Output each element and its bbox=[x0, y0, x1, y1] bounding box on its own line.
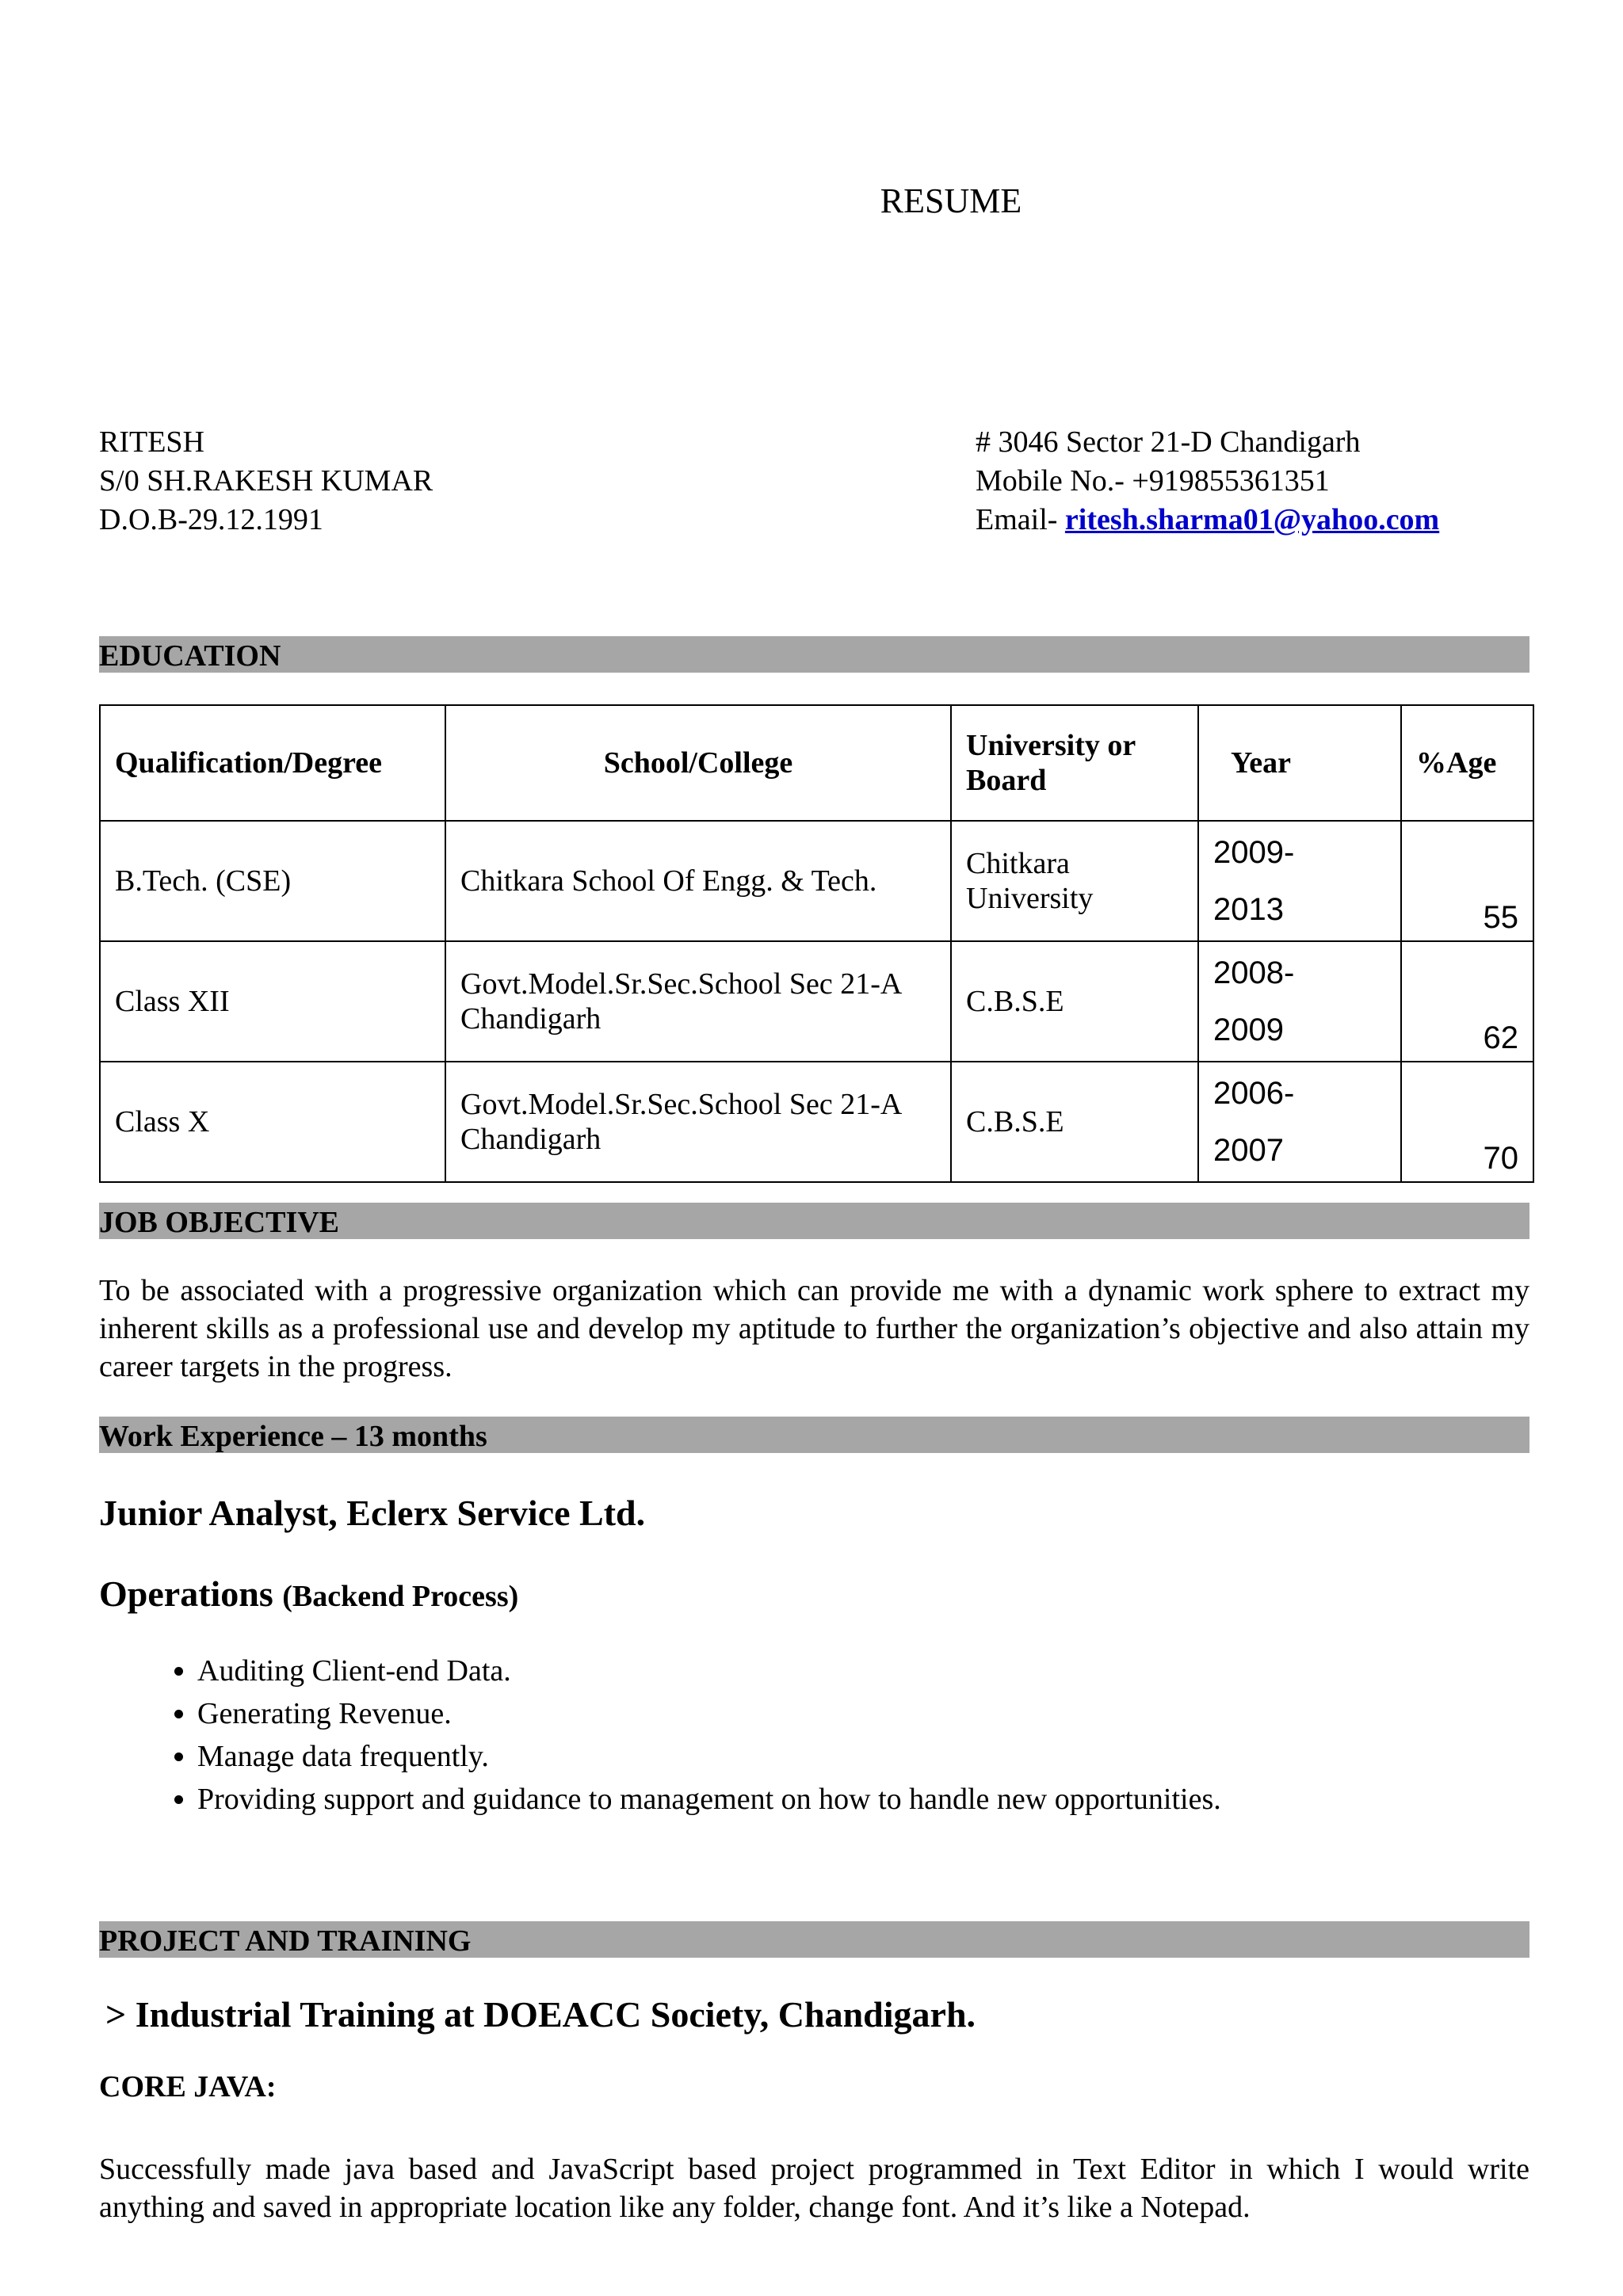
year-end: 2009 bbox=[1213, 1013, 1284, 1047]
header-qualification: Qualification/Degree bbox=[100, 705, 445, 821]
header-year: Year bbox=[1198, 705, 1401, 821]
date-of-birth: D.O.B-29.12.1991 bbox=[99, 503, 323, 536]
table-row bbox=[100, 941, 1533, 1062]
cell-board: C.B.S.E bbox=[951, 1062, 1198, 1182]
list-item: • Manage data frequently. bbox=[197, 1735, 1221, 1778]
contact-info bbox=[976, 423, 1439, 540]
objective-heading: JOB OBJECTIVE bbox=[99, 1203, 1529, 1239]
table-header-row bbox=[100, 705, 1533, 821]
page-title: RESUME bbox=[880, 181, 1022, 220]
cell-qualification: B.Tech. (CSE) bbox=[100, 821, 445, 941]
header-school: School/College bbox=[445, 705, 951, 821]
year-end: 2007 bbox=[1213, 1133, 1284, 1168]
cell-qualification: Class X bbox=[100, 1062, 445, 1182]
cell-board: Chitkara University bbox=[951, 821, 1198, 941]
cell-year bbox=[1198, 1062, 1401, 1182]
parent-name: S/0 SH.RAKESH KUMAR bbox=[99, 464, 433, 498]
cell-board: C.B.S.E bbox=[951, 941, 1198, 1062]
core-java-label: CORE JAVA: bbox=[99, 2070, 277, 2103]
list-item: • Providing support and guidance to management on how to handle new opportunities. bbox=[197, 1778, 1221, 1821]
cell-school: Govt.Model.Sr.Sec.School Sec 21-A Chandigarh bbox=[445, 1062, 951, 1182]
table-row bbox=[100, 821, 1533, 941]
department-name: Operations bbox=[99, 1573, 273, 1614]
cell-percent: 62 bbox=[1401, 941, 1533, 1062]
work-role: Junior Analyst, Eclerx Service Ltd. bbox=[99, 1493, 646, 1533]
work-heading: Work Experience – 13 months bbox=[99, 1417, 1529, 1453]
email-label: Email- bbox=[976, 503, 1065, 536]
header-board: University or Board bbox=[951, 705, 1198, 821]
year-start: 2008- bbox=[1213, 955, 1295, 990]
cell-school: Govt.Model.Sr.Sec.School Sec 21-A Chandigarh bbox=[445, 941, 951, 1062]
year-start: 2006- bbox=[1213, 1076, 1295, 1111]
project-description: Successfully made java based and JavaScript based project programmed in Text Editor in which I would write anything and saved in appropriate location like any folder, change font. And it’s like a Notepad. bbox=[99, 2153, 1529, 2224]
education-heading: EDUCATION bbox=[99, 636, 1529, 673]
list-item: • Auditing Client-end Data. bbox=[197, 1650, 1221, 1692]
personal-info bbox=[99, 423, 433, 540]
cell-year bbox=[1198, 821, 1401, 941]
email-link[interactable]: ritesh.sharma01@yahoo.com bbox=[1064, 503, 1440, 536]
cell-school: Chitkara School Of Engg. & Tech. bbox=[445, 821, 951, 941]
work-duties-list bbox=[99, 1650, 1221, 1821]
education-table bbox=[99, 704, 1534, 1183]
department-sub: (Backend Process) bbox=[282, 1580, 519, 1613]
year-start: 2009- bbox=[1213, 835, 1295, 870]
cell-qualification: Class XII bbox=[100, 941, 445, 1062]
year-end: 2013 bbox=[1213, 892, 1284, 927]
cell-percent: 70 bbox=[1401, 1062, 1533, 1182]
list-item: • Generating Revenue. bbox=[197, 1692, 1221, 1735]
table-row bbox=[100, 1062, 1533, 1182]
objective-text: To be associated with a progressive organization which can provide me with a dynamic work sphere to extract my inherent skills as a professional use and develop my aptitude to further the organization’s objective and also attain my career targets in the progress. bbox=[99, 1274, 1529, 1383]
name: RITESH bbox=[99, 425, 204, 459]
email-line bbox=[976, 501, 1439, 540]
address: # 3046 Sector 21-D Chandigarh bbox=[976, 425, 1361, 459]
project-heading: PROJECT AND TRAINING bbox=[99, 1921, 1529, 1958]
mobile: Mobile No.- +919855361351 bbox=[976, 464, 1330, 498]
header-percent: %Age bbox=[1401, 705, 1533, 821]
cell-percent: 55 bbox=[1401, 821, 1533, 941]
training-title: > Industrial Training at DOEACC Society, Chandigarh. bbox=[105, 1994, 976, 2035]
cell-year bbox=[1198, 941, 1401, 1062]
work-department bbox=[99, 1573, 518, 1615]
